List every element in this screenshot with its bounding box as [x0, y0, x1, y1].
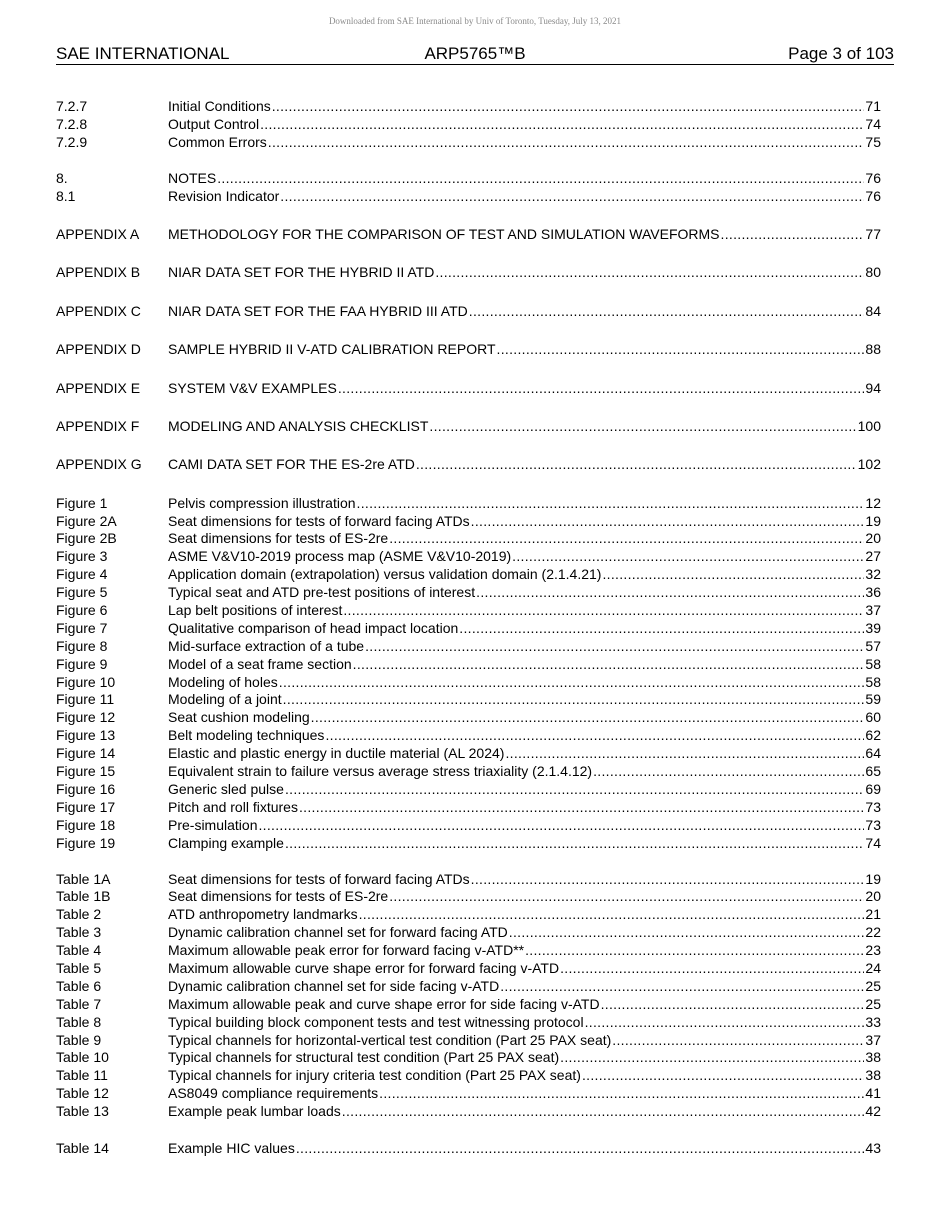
- toc-entry[interactable]: [56, 456, 881, 474]
- toc-leader-dots: [389, 530, 864, 548]
- toc-leader-dots: [429, 418, 856, 436]
- toc-leader-dots: [217, 170, 864, 188]
- toc-entry-title: Generic sled pulse: [168, 780, 284, 797]
- toc-entry-page: 24: [865, 959, 881, 976]
- toc-entry[interactable]: [56, 98, 881, 116]
- toc-leader-dots: [357, 495, 865, 513]
- toc-entry-title: NOTES: [168, 169, 217, 186]
- toc-entry-page: 43: [865, 1139, 881, 1156]
- toc-entry-title: Elastic and plastic energy in ductile material (AL 2024): [168, 745, 505, 762]
- toc-entry-title: Typical seat and ATD pre-test positions of interest: [168, 584, 476, 601]
- toc-entry-title: Equivalent strain to failure versus average stress triaxiality (2.1.4.12): [168, 763, 593, 780]
- toc-leader-dots: [435, 264, 864, 282]
- toc-entry-title: Seat dimensions for tests of forward facing ATDs: [168, 512, 470, 529]
- toc-leader-dots: [601, 996, 865, 1014]
- toc-entry[interactable]: [56, 906, 881, 924]
- toc-entry-page: 37: [865, 1031, 881, 1048]
- toc-entry-title: Output Control: [168, 115, 260, 132]
- toc-entry[interactable]: [56, 835, 881, 853]
- toc-entry-page: 102: [857, 456, 881, 473]
- toc-entry[interactable]: [56, 530, 881, 548]
- toc-entry-number: APPENDIX D: [56, 341, 141, 358]
- toc-entry-number: Table 9: [56, 1031, 102, 1048]
- toc-entry-page: 19: [865, 870, 881, 887]
- toc-entry-number: APPENDIX A: [56, 225, 140, 242]
- toc-entry-page: 64: [865, 745, 881, 762]
- toc-entry-title: Modeling of holes: [168, 673, 278, 690]
- page-header: [56, 44, 894, 65]
- toc-entry-number: Table 11: [56, 1067, 108, 1084]
- toc-entry-number: Table 5: [56, 959, 102, 976]
- toc-leader-dots: [416, 456, 857, 474]
- toc-entry-number: APPENDIX F: [56, 417, 140, 434]
- toc-entry-number: Table 1B: [56, 888, 111, 905]
- toc-leader-dots: [279, 674, 865, 692]
- toc-entry-number: Figure 17: [56, 798, 116, 815]
- toc-entry-number: Figure 12: [56, 709, 116, 726]
- toc-leader-dots: [721, 226, 865, 244]
- toc-entry-title: Pre-simulation: [168, 816, 258, 833]
- toc-entry-title: Revision Indicator: [168, 187, 280, 204]
- toc-entry-title: Dynamic calibration channel set for forward facing ATD: [168, 924, 508, 941]
- toc-entry-page: 74: [865, 115, 881, 132]
- toc-entry[interactable]: [56, 264, 881, 282]
- toc-entry[interactable]: [56, 691, 881, 709]
- toc-entry[interactable]: [56, 548, 881, 566]
- toc-spacer: [56, 436, 881, 457]
- toc-entry-page: 25: [865, 977, 881, 994]
- toc-leader-dots: [359, 906, 865, 924]
- toc-entry-number: Table 1A: [56, 870, 111, 887]
- toc-entry-page: 75: [865, 133, 881, 150]
- toc-spacer: [56, 321, 881, 342]
- toc-entry-page: 77: [865, 225, 881, 242]
- toc-leader-dots: [379, 1085, 864, 1103]
- toc-entry-page: 42: [865, 1103, 881, 1120]
- toc-entry-title: Maximum allowable peak and curve shape error for side facing v-ATD: [168, 995, 600, 1012]
- toc-entry[interactable]: [56, 1103, 881, 1121]
- toc-entry-title: Maximum allowable curve shape error for forward facing v-ATD: [168, 959, 560, 976]
- header-page-number: Page 3 of 103: [788, 44, 894, 63]
- toc-entry[interactable]: [56, 960, 881, 978]
- toc-entry-title: Model of a seat frame section: [168, 655, 352, 672]
- toc-entry-title: Typical building block component tests and test witnessing protocol: [168, 1013, 584, 1030]
- toc-entry[interactable]: [56, 799, 881, 817]
- toc-entry[interactable]: [56, 188, 881, 206]
- toc-leader-dots: [593, 763, 864, 781]
- toc-leader-dots: [272, 98, 865, 116]
- toc-entry[interactable]: [56, 978, 881, 996]
- toc-entry-page: 80: [865, 264, 881, 281]
- toc-entry-title: Seat cushion modeling: [168, 709, 310, 726]
- toc-entry[interactable]: [56, 674, 881, 692]
- toc-entry-number: Table 13: [56, 1103, 109, 1120]
- toc-entry-number: Table 3: [56, 924, 102, 941]
- toc-entry[interactable]: [56, 996, 881, 1014]
- toc-entry-title: Example HIC values: [168, 1139, 295, 1156]
- toc-entry-number: APPENDIX C: [56, 302, 141, 319]
- toc-entry[interactable]: [56, 871, 881, 889]
- toc-entry-number: Table 4: [56, 942, 102, 959]
- toc-entry-number: Table 2: [56, 906, 102, 923]
- toc-entry-page: 65: [865, 763, 881, 780]
- toc-leader-dots: [509, 924, 865, 942]
- toc-spacer: [56, 397, 881, 418]
- toc-entry-page: 36: [865, 584, 881, 601]
- toc-entry-title: CAMI DATA SET FOR THE ES-2re ATD: [168, 456, 415, 473]
- toc-entry-page: 59: [865, 691, 881, 708]
- toc-leader-dots: [311, 709, 865, 727]
- toc-entry-number: Figure 8: [56, 637, 108, 654]
- toc-entry-title: Lap belt positions of interest: [168, 602, 343, 619]
- toc-entry-page: 12: [865, 494, 881, 511]
- toc-entry-number: 8.: [56, 169, 68, 186]
- toc-entry[interactable]: [56, 226, 881, 244]
- toc-entry-title: SYSTEM V&V EXAMPLES: [168, 379, 337, 396]
- toc-entry[interactable]: [56, 1085, 881, 1103]
- toc-leader-dots: [525, 942, 864, 960]
- toc-entry-number: 7.2.7: [56, 98, 88, 114]
- toc-leader-dots: [471, 871, 865, 889]
- toc-leader-dots: [560, 1049, 864, 1067]
- toc-leader-dots: [497, 341, 865, 359]
- toc-entry[interactable]: [56, 620, 881, 638]
- toc-entry-page: 37: [865, 602, 881, 619]
- toc-entry-page: 57: [865, 637, 881, 654]
- toc-entry[interactable]: [56, 170, 881, 188]
- toc-leader-dots: [476, 584, 864, 602]
- toc-leader-dots: [500, 978, 864, 996]
- toc-entry-page: 100: [857, 417, 881, 434]
- toc-leader-dots: [285, 835, 864, 853]
- toc-entry-number: Figure 2A: [56, 512, 117, 529]
- toc-entry-number: Figure 10: [56, 673, 116, 690]
- toc-entry-page: 71: [865, 98, 881, 114]
- toc-entry-page: 69: [865, 780, 881, 797]
- toc-spacer: [56, 205, 881, 226]
- toc-spacer: [56, 282, 881, 303]
- toc-entry-number: Figure 14: [56, 745, 116, 762]
- toc-entry-title: AS8049 compliance requirements: [168, 1085, 379, 1102]
- toc-entry-page: 25: [865, 995, 881, 1012]
- toc-entry[interactable]: [56, 727, 881, 745]
- toc-leader-dots: [283, 691, 865, 709]
- toc-leader-dots: [343, 602, 864, 620]
- toc-entry-number: Table 7: [56, 995, 102, 1012]
- toc-entry-number: Figure 5: [56, 584, 108, 601]
- toc-entry-page: 19: [865, 512, 881, 529]
- toc-entry[interactable]: [56, 1140, 881, 1158]
- toc-entry[interactable]: [56, 656, 881, 674]
- toc-entry-title: Mid-surface extraction of a tube: [168, 637, 365, 654]
- toc-leader-dots: [469, 303, 865, 321]
- toc-entry-title: ATD anthropometry landmarks: [168, 906, 358, 923]
- toc-entry-page: 94: [865, 379, 881, 396]
- toc-leader-dots: [338, 380, 865, 398]
- toc-entry-number: Figure 18: [56, 816, 116, 833]
- toc-entry-page: 73: [865, 798, 881, 815]
- toc-entry[interactable]: [56, 709, 881, 727]
- toc-entry-page: 38: [865, 1067, 881, 1084]
- toc-entry-title: Pelvis compression illustration: [168, 494, 356, 511]
- toc-entry[interactable]: [56, 924, 881, 942]
- toc-entry[interactable]: [56, 418, 881, 436]
- toc-spacer: [56, 244, 881, 265]
- toc-entry[interactable]: [56, 602, 881, 620]
- toc-entry-number: Figure 4: [56, 566, 108, 583]
- toc-entry-title: Application domain (extrapolation) versus validation domain (2.1.4.21): [168, 566, 602, 583]
- toc-entry-title: Seat dimensions for tests of forward facing ATDs: [168, 870, 470, 887]
- toc-entry-title: Typical channels for horizontal-vertical test condition (Part 25 PAX seat): [168, 1031, 612, 1048]
- toc-entry[interactable]: [56, 942, 881, 960]
- toc-entry[interactable]: [56, 1032, 881, 1050]
- toc-entry-number: Figure 2B: [56, 530, 117, 547]
- toc-entry-title: Seat dimensions for tests of ES-2re: [168, 530, 389, 547]
- toc-entry[interactable]: [56, 1014, 881, 1032]
- toc-leader-dots: [389, 888, 864, 906]
- toc-entry[interactable]: [56, 495, 881, 513]
- toc-entry-number: Figure 9: [56, 655, 108, 672]
- toc-entry[interactable]: [56, 781, 881, 799]
- toc-entry-page: 60: [865, 709, 881, 726]
- toc-leader-dots: [325, 727, 864, 745]
- toc-entry-page: 41: [865, 1085, 881, 1102]
- toc-entry-title: Modeling of a joint: [168, 691, 282, 708]
- toc-entry-title: Dynamic calibration channel set for side facing v-ATD: [168, 977, 500, 994]
- toc-entry-title: Example peak lumbar loads: [168, 1103, 341, 1120]
- toc-leader-dots: [471, 513, 865, 531]
- toc-entry-number: Figure 11: [56, 691, 115, 708]
- toc-entry-title: Common Errors: [168, 133, 267, 150]
- toc-entry[interactable]: [56, 513, 881, 531]
- header-publisher: SAE INTERNATIONAL: [56, 44, 230, 63]
- toc-entry-page: 27: [865, 548, 881, 565]
- toc-entry[interactable]: [56, 380, 881, 398]
- toc-entry-page: 33: [865, 1013, 881, 1030]
- toc-entry-page: 32: [865, 566, 881, 583]
- toc-entry-number: Figure 16: [56, 780, 116, 797]
- toc-spacer: [56, 474, 881, 495]
- toc-entry-number: 8.1: [56, 187, 76, 204]
- toc-entry[interactable]: [56, 116, 881, 134]
- toc-entry-page: 21: [865, 906, 881, 923]
- toc-entry-number: Figure 19: [56, 834, 116, 851]
- toc-entry-page: 23: [865, 942, 881, 959]
- toc-entry-number: APPENDIX G: [56, 456, 142, 473]
- download-watermark: Downloaded from SAE International by Univ of Toronto, Tuesday, July 13, 2021: [328, 16, 622, 26]
- toc-entry-title: MODELING AND ANALYSIS CHECKLIST: [168, 417, 429, 434]
- toc-leader-dots: [353, 656, 865, 674]
- toc-entry-page: 20: [865, 888, 881, 905]
- toc-entry-page: 73: [865, 816, 881, 833]
- toc-entry-title: Seat dimensions for tests of ES-2re: [168, 888, 389, 905]
- toc-entry-number: APPENDIX E: [56, 379, 141, 396]
- toc-entry-page: 76: [865, 169, 881, 186]
- toc-entry-title: Belt modeling techniques: [168, 727, 325, 744]
- toc-entry-page: 22: [865, 924, 881, 941]
- toc-entry[interactable]: [56, 1067, 881, 1085]
- toc-entry[interactable]: [56, 763, 881, 781]
- toc-entry-title: Maximum allowable peak error for forward facing v-ATD**: [168, 942, 525, 959]
- toc-entry-number: Figure 1: [56, 494, 108, 511]
- toc-spacer: [56, 1121, 881, 1140]
- toc-entry-title: Clamping example: [168, 834, 284, 851]
- toc-entry-number: Table 6: [56, 977, 102, 994]
- toc-entry[interactable]: [56, 817, 881, 835]
- toc-entry[interactable]: [56, 566, 881, 584]
- toc-entry-number: Figure 13: [56, 727, 116, 744]
- toc-entry-title: Pitch and roll fixtures: [168, 798, 298, 815]
- toc-entry-title: Initial Conditions: [168, 98, 271, 114]
- toc-spacer: [56, 359, 881, 380]
- toc-leader-dots: [296, 1140, 865, 1158]
- toc-entry-page: 76: [865, 187, 881, 204]
- toc-leader-dots: [602, 566, 864, 584]
- toc-entry-title: SAMPLE HYBRID II V-ATD CALIBRATION REPORT: [168, 341, 496, 358]
- toc-entry-title: Typical channels for structural test condition (Part 25 PAX seat): [168, 1049, 560, 1066]
- toc-leader-dots: [285, 781, 864, 799]
- toc-entry-page: 62: [865, 727, 881, 744]
- header-document-id: ARP5765™B: [424, 44, 526, 63]
- toc-leader-dots: [280, 188, 864, 206]
- toc-leader-dots: [459, 620, 864, 638]
- toc-entry-page: 84: [865, 302, 881, 319]
- toc-leader-dots: [560, 960, 864, 978]
- toc-leader-dots: [299, 799, 864, 817]
- toc-leader-dots: [612, 1032, 864, 1050]
- toc-entry-title: Qualitative comparison of head impact location: [168, 619, 459, 636]
- toc-leader-dots: [268, 134, 865, 152]
- toc-leader-dots: [258, 817, 864, 835]
- toc-leader-dots: [505, 745, 864, 763]
- toc-entry-number: 7.2.8: [56, 115, 88, 132]
- toc-entry-page: 39: [865, 619, 881, 636]
- toc-entry-page: 58: [865, 655, 881, 672]
- toc-leader-dots: [365, 638, 864, 656]
- toc-entry-number: Figure 6: [56, 602, 108, 619]
- toc-entry-title: NIAR DATA SET FOR THE HYBRID II ATD: [168, 264, 435, 281]
- toc-entry-title: NIAR DATA SET FOR THE FAA HYBRID III ATD: [168, 302, 468, 319]
- toc-entry[interactable]: [56, 134, 881, 152]
- toc-entry[interactable]: [56, 1049, 881, 1067]
- toc-entry-number: Figure 7: [56, 619, 108, 636]
- toc-leader-dots: [585, 1014, 865, 1032]
- toc-entry[interactable]: [56, 584, 881, 602]
- toc-entry-number: APPENDIX B: [56, 264, 141, 281]
- toc-entry[interactable]: [56, 638, 881, 656]
- toc-entry[interactable]: [56, 303, 881, 321]
- toc-entry-page: 38: [865, 1049, 881, 1066]
- toc-entry-title: METHODOLOGY FOR THE COMPARISON OF TEST AND SIMULATION WAVEFORMS: [168, 225, 720, 242]
- toc-leader-dots: [512, 548, 864, 566]
- toc-leader-dots: [582, 1067, 864, 1085]
- toc-entry-page: 88: [865, 341, 881, 358]
- toc-leader-dots: [260, 116, 864, 134]
- toc-leader-dots: [342, 1103, 865, 1121]
- toc-entry-title: ASME V&V10-2019 process map (ASME V&V10-2019): [168, 548, 512, 565]
- toc-entry-number: Table 14: [56, 1139, 109, 1156]
- table-of-contents: [56, 98, 881, 1158]
- toc-entry-title: Typical channels for injury criteria test condition (Part 25 PAX seat): [168, 1067, 581, 1084]
- toc-spacer: [56, 152, 881, 170]
- toc-entry-number: Table 12: [56, 1085, 109, 1102]
- toc-entry-number: Table 10: [56, 1049, 109, 1066]
- toc-entry[interactable]: [56, 341, 881, 359]
- toc-entry[interactable]: [56, 745, 881, 763]
- toc-entry-number: 7.2.9: [56, 133, 88, 150]
- toc-entry-number: Table 8: [56, 1013, 102, 1030]
- toc-entry-number: Figure 15: [56, 763, 116, 780]
- toc-entry-page: 20: [865, 530, 881, 547]
- toc-entry[interactable]: [56, 888, 881, 906]
- toc-entry-page: 58: [865, 673, 881, 690]
- toc-entry-page: 74: [865, 834, 881, 851]
- toc-entry-number: Figure 3: [56, 548, 108, 565]
- toc-spacer: [56, 853, 881, 871]
